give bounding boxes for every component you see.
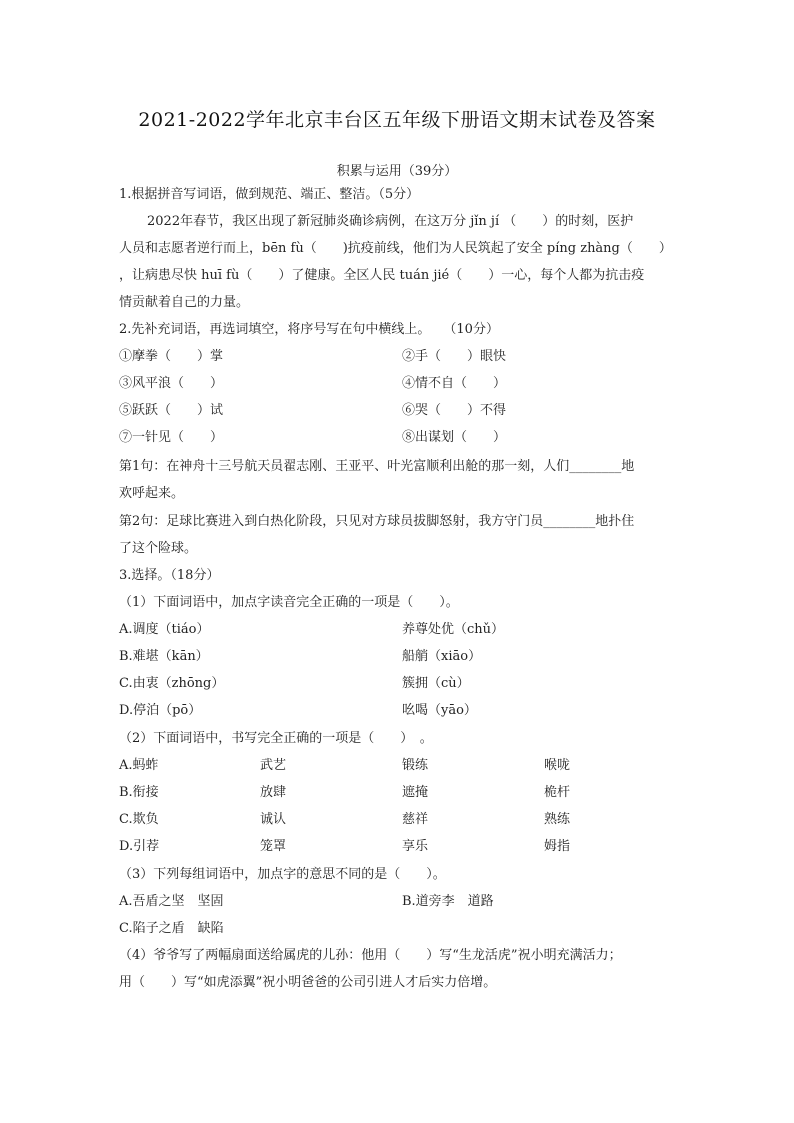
- q3-part3-stem: （3）下列每组词语中，加点字的意思不同的是（ ）。: [119, 867, 446, 882]
- q3-part1-option-b2: 船艄（xiāo）: [402, 649, 482, 664]
- q3-part2-c-word1: C.欺负: [119, 812, 159, 827]
- q2-item-6: ⑥哭（ ）不得: [402, 403, 507, 418]
- section-heading: 积累与运用（39分）: [336, 164, 458, 179]
- q2-item-3: ③风平浪（ ）: [119, 376, 224, 391]
- q3-part2-a-word3: 锻练: [402, 758, 429, 773]
- q2-item-1: ①摩拳（ ）掌: [119, 349, 224, 364]
- q2-sentence-2b: 了这个险球。: [119, 541, 198, 556]
- q3-part2-d-word3: 享乐: [402, 839, 429, 854]
- q2-sentence-1a: 第1句：在神舟十三号航天员翟志刚、王亚平、叶光富顺利出舱的那一刻，人们________地: [119, 459, 635, 474]
- q3-part2-a-word4: 喉咙: [544, 758, 571, 773]
- q3-part3-option-a: A.吾盾之坚 坚固: [119, 894, 224, 909]
- q3-part2-d-word1: D.引荐: [119, 839, 160, 854]
- q3-part1-option-b1: B.难堪（kān）: [119, 649, 209, 664]
- q3-part2-b-word4: 桅杆: [544, 785, 571, 800]
- q3-part2-c-word3: 慈祥: [402, 812, 429, 827]
- q2-sentence-2a: 第2句：足球比赛进入到白热化阶段，只见对方球员拔脚怒射，我方守门员________地扑住: [119, 514, 635, 529]
- q3-part2-c-word4: 熟练: [544, 812, 571, 827]
- q2-heading: 2.先补充词语，再选词填空，将序号写在句中横线上。 （10分）: [119, 322, 499, 337]
- q3-part2-a-word1: A.蚂蚱: [119, 758, 159, 773]
- q3-part1-option-d2: 吆喝（yāo）: [402, 703, 477, 718]
- q3-part1-option-a2: 养尊处优（chǔ）: [402, 622, 505, 637]
- q3-part2-c-word2: 诚认: [260, 812, 287, 827]
- q3-part2-b-word2: 放肆: [260, 785, 287, 800]
- q3-part1-option-d1: D.停泊（pō）: [119, 703, 202, 718]
- q3-part2-a-word2: 武艺: [260, 758, 287, 773]
- q3-part2-b-word3: 遮掩: [402, 785, 429, 800]
- q3-part2-b-word1: B.衔接: [119, 785, 159, 800]
- q1-line-4: 情贡献着自己的力量。: [119, 295, 250, 310]
- q3-part1-option-a1: A.调度（tiáo）: [119, 622, 210, 637]
- q3-part2-stem: （2）下面词语中，书写完全正确的一项是（ ） 。: [119, 731, 433, 746]
- q3-part3-option-b: B.道旁李 道路: [402, 894, 494, 909]
- page-title: 2021-2022学年北京丰台区五年级下册语文期末试卷及答案: [138, 109, 656, 131]
- q3-part4-line-2: 用（ ）写“如虎添翼”祝小明爸爸的公司引进人才后实力倍增。: [119, 975, 497, 990]
- q3-part3-option-c: C.陷子之盾 缺陷: [119, 921, 224, 936]
- q1-line-1: 2022年春节，我区出现了新冠肺炎确诊病例，在这万分 jǐn jí （ ）的时刻，医护: [147, 214, 634, 229]
- q3-part2-d-word2: 笼罩: [260, 839, 287, 854]
- q2-item-4: ④情不自（ ）: [402, 376, 507, 391]
- q1-heading: 1.根据拼音写词语，做到规范、端正、整洁。（5分）: [119, 187, 420, 202]
- q2-sentence-1b: 欢呼起来。: [119, 486, 185, 501]
- q3-part1-stem: （1）下面词语中，加点字读音完全正确的一项是（ ）。: [119, 595, 459, 610]
- q3-part2-d-word4: 姆指: [544, 839, 571, 854]
- q1-line-2: 人员和志愿者逆行而上，bēn fù（ )抗疫前线，他们为人民筑起了安全 píng zhàng（ ）: [119, 241, 672, 256]
- q3-part4-line-1: （4）爷爷写了两幅扇面送给属虎的儿孙：他用（ ）写“生龙活虎”祝小明充满活力；: [119, 948, 622, 963]
- q3-part1-option-c2: 簇拥（cù）: [402, 676, 470, 691]
- q2-item-5: ⑤跃跃（ ）试: [119, 403, 224, 418]
- q1-line-3: ，让病患尽快 huī fù（ ）了健康。全区人民 tuán jié（ ）一心，每个人都为抗击疫: [119, 268, 645, 283]
- q2-item-7: ⑦一针见（ ）: [119, 430, 224, 445]
- q3-heading: 3.选择。（18分）: [119, 568, 220, 583]
- q2-item-8: ⑧出谋划（ ）: [402, 430, 507, 445]
- q3-part1-option-c1: C.由衷（zhōng）: [119, 676, 225, 691]
- q2-item-2: ②手（ ）眼快: [402, 349, 507, 364]
